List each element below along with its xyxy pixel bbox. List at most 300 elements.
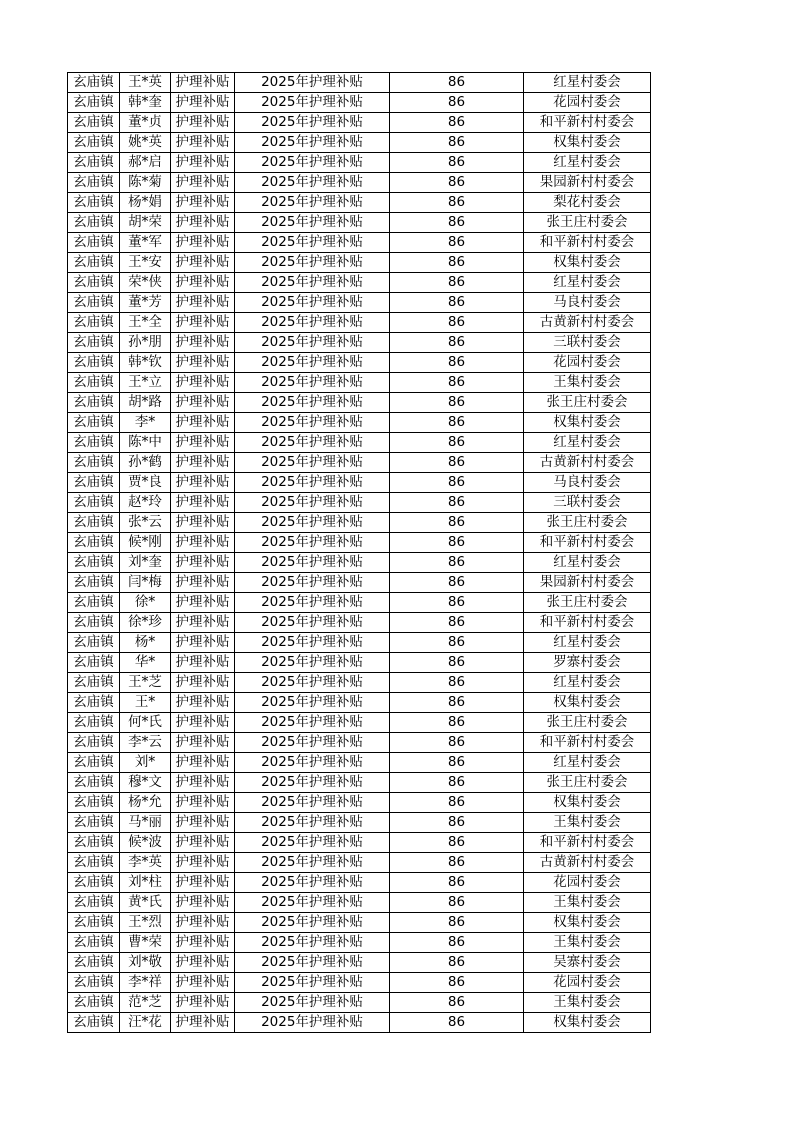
- town-cell: 玄庙镇: [68, 253, 120, 273]
- subsidy-item-cell: 2025年护理补贴: [235, 73, 390, 93]
- village-cell: 红星村委会: [524, 553, 651, 573]
- town-cell: 玄庙镇: [68, 353, 120, 373]
- subsidy-item-cell: 2025年护理补贴: [235, 393, 390, 413]
- town-cell: 玄庙镇: [68, 373, 120, 393]
- subsidy-type-cell: 护理补贴: [171, 813, 235, 833]
- table-row: [68, 633, 651, 653]
- subsidy-item-cell: 2025年护理补贴: [235, 553, 390, 573]
- table-body: [68, 73, 651, 1033]
- name-cell: 胡*荣: [120, 213, 171, 233]
- amount-cell: 86: [390, 553, 524, 573]
- amount-cell: 86: [390, 453, 524, 473]
- amount-cell: 86: [390, 533, 524, 553]
- amount-cell: 86: [390, 633, 524, 653]
- amount-cell: 86: [390, 73, 524, 93]
- village-cell: 古黄新村村委会: [524, 853, 651, 873]
- subsidy-type-cell: 护理补贴: [171, 713, 235, 733]
- village-cell: 张王庄村委会: [524, 393, 651, 413]
- subsidy-type-cell: 护理补贴: [171, 333, 235, 353]
- town-cell: 玄庙镇: [68, 793, 120, 813]
- amount-cell: 86: [390, 173, 524, 193]
- village-cell: 花园村委会: [524, 93, 651, 113]
- subsidy-type-cell: 护理补贴: [171, 193, 235, 213]
- village-cell: 张王庄村委会: [524, 513, 651, 533]
- name-cell: 华*: [120, 653, 171, 673]
- amount-cell: 86: [390, 893, 524, 913]
- village-cell: 和平新村村委会: [524, 613, 651, 633]
- subsidy-item-cell: 2025年护理补贴: [235, 473, 390, 493]
- village-cell: 和平新村村委会: [524, 113, 651, 133]
- town-cell: 玄庙镇: [68, 713, 120, 733]
- name-cell: 穆*文: [120, 773, 171, 793]
- table-row: [68, 653, 651, 673]
- table-row: [68, 273, 651, 293]
- name-cell: 范*芝: [120, 993, 171, 1013]
- village-cell: 权集村委会: [524, 693, 651, 713]
- village-cell: 权集村委会: [524, 413, 651, 433]
- subsidy-item-cell: 2025年护理补贴: [235, 953, 390, 973]
- subsidy-type-cell: 护理补贴: [171, 453, 235, 473]
- subsidy-item-cell: 2025年护理补贴: [235, 713, 390, 733]
- town-cell: 玄庙镇: [68, 773, 120, 793]
- amount-cell: 86: [390, 193, 524, 213]
- name-cell: 姚*英: [120, 133, 171, 153]
- amount-cell: 86: [390, 793, 524, 813]
- name-cell: 黄*氏: [120, 893, 171, 913]
- table-row: [68, 673, 651, 693]
- name-cell: 董*芳: [120, 293, 171, 313]
- subsidy-item-cell: 2025年护理补贴: [235, 113, 390, 133]
- subsidy-type-cell: 护理补贴: [171, 213, 235, 233]
- amount-cell: 86: [390, 593, 524, 613]
- town-cell: 玄庙镇: [68, 113, 120, 133]
- village-cell: 王集村委会: [524, 813, 651, 833]
- name-cell: 候*刚: [120, 533, 171, 553]
- village-cell: 红星村委会: [524, 153, 651, 173]
- subsidy-item-cell: 2025年护理补贴: [235, 853, 390, 873]
- subsidy-type-cell: 护理补贴: [171, 433, 235, 453]
- table-row: [68, 573, 651, 593]
- table-row: [68, 233, 651, 253]
- table-row: [68, 753, 651, 773]
- name-cell: 张*云: [120, 513, 171, 533]
- subsidy-type-cell: 护理补贴: [171, 773, 235, 793]
- subsidy-item-cell: 2025年护理补贴: [235, 433, 390, 453]
- village-cell: 三联村委会: [524, 493, 651, 513]
- name-cell: 陈*中: [120, 433, 171, 453]
- village-cell: 红星村委会: [524, 753, 651, 773]
- name-cell: 李*: [120, 413, 171, 433]
- table-row: [68, 453, 651, 473]
- table-row: [68, 333, 651, 353]
- subsidy-item-cell: 2025年护理补贴: [235, 533, 390, 553]
- village-cell: 古黄新村村委会: [524, 313, 651, 333]
- subsidy-type-cell: 护理补贴: [171, 553, 235, 573]
- amount-cell: 86: [390, 133, 524, 153]
- town-cell: 玄庙镇: [68, 73, 120, 93]
- table-row: [68, 433, 651, 453]
- name-cell: 李*英: [120, 853, 171, 873]
- subsidy-type-cell: 护理补贴: [171, 373, 235, 393]
- name-cell: 王*全: [120, 313, 171, 333]
- subsidy-type-cell: 护理补贴: [171, 693, 235, 713]
- name-cell: 王*立: [120, 373, 171, 393]
- subsidy-item-cell: 2025年护理补贴: [235, 693, 390, 713]
- subsidy-item-cell: 2025年护理补贴: [235, 613, 390, 633]
- amount-cell: 86: [390, 213, 524, 233]
- village-cell: 马良村委会: [524, 293, 651, 313]
- table-row: [68, 493, 651, 513]
- table-row: [68, 893, 651, 913]
- name-cell: 孙*朋: [120, 333, 171, 353]
- subsidy-type-cell: 护理补贴: [171, 473, 235, 493]
- town-cell: 玄庙镇: [68, 453, 120, 473]
- table-row: [68, 133, 651, 153]
- amount-cell: 86: [390, 313, 524, 333]
- table-row: [68, 293, 651, 313]
- town-cell: 玄庙镇: [68, 653, 120, 673]
- village-cell: 吴寨村委会: [524, 953, 651, 973]
- table-row: [68, 773, 651, 793]
- town-cell: 玄庙镇: [68, 633, 120, 653]
- subsidy-type-cell: 护理补贴: [171, 293, 235, 313]
- village-cell: 果园新村村委会: [524, 173, 651, 193]
- name-cell: 曹*荣: [120, 933, 171, 953]
- subsidy-type-cell: 护理补贴: [171, 273, 235, 293]
- town-cell: 玄庙镇: [68, 433, 120, 453]
- town-cell: 玄庙镇: [68, 733, 120, 753]
- town-cell: 玄庙镇: [68, 193, 120, 213]
- subsidy-type-cell: 护理补贴: [171, 253, 235, 273]
- village-cell: 红星村委会: [524, 433, 651, 453]
- name-cell: 徐*珍: [120, 613, 171, 633]
- subsidy-type-cell: 护理补贴: [171, 853, 235, 873]
- table-row: [68, 933, 651, 953]
- subsidy-type-cell: 护理补贴: [171, 873, 235, 893]
- town-cell: 玄庙镇: [68, 973, 120, 993]
- amount-cell: 86: [390, 913, 524, 933]
- subsidy-item-cell: 2025年护理补贴: [235, 933, 390, 953]
- subsidy-item-cell: 2025年护理补贴: [235, 173, 390, 193]
- town-cell: 玄庙镇: [68, 833, 120, 853]
- name-cell: 闫*梅: [120, 573, 171, 593]
- name-cell: 刘*: [120, 753, 171, 773]
- table-row: [68, 173, 651, 193]
- town-cell: 玄庙镇: [68, 753, 120, 773]
- town-cell: 玄庙镇: [68, 693, 120, 713]
- table-row: [68, 913, 651, 933]
- village-cell: 和平新村村委会: [524, 233, 651, 253]
- table-row: [68, 973, 651, 993]
- amount-cell: 86: [390, 833, 524, 853]
- town-cell: 玄庙镇: [68, 953, 120, 973]
- village-cell: 权集村委会: [524, 133, 651, 153]
- table-row: [68, 473, 651, 493]
- name-cell: 胡*路: [120, 393, 171, 413]
- amount-cell: 86: [390, 713, 524, 733]
- subsidy-item-cell: 2025年护理补贴: [235, 233, 390, 253]
- amount-cell: 86: [390, 413, 524, 433]
- village-cell: 古黄新村村委会: [524, 453, 651, 473]
- amount-cell: 86: [390, 93, 524, 113]
- subsidy-item-cell: 2025年护理补贴: [235, 833, 390, 853]
- table-row: [68, 253, 651, 273]
- subsidy-type-cell: 护理补贴: [171, 633, 235, 653]
- table-row: [68, 533, 651, 553]
- subsidy-item-cell: 2025年护理补贴: [235, 453, 390, 473]
- village-cell: 王集村委会: [524, 933, 651, 953]
- amount-cell: 86: [390, 473, 524, 493]
- village-cell: 花园村委会: [524, 353, 651, 373]
- table-row: [68, 193, 651, 213]
- subsidy-type-cell: 护理补贴: [171, 993, 235, 1013]
- village-cell: 权集村委会: [524, 793, 651, 813]
- town-cell: 玄庙镇: [68, 873, 120, 893]
- village-cell: 王集村委会: [524, 993, 651, 1013]
- subsidy-item-cell: 2025年护理补贴: [235, 673, 390, 693]
- subsidy-item-cell: 2025年护理补贴: [235, 213, 390, 233]
- village-cell: 罗寨村委会: [524, 653, 651, 673]
- village-cell: 红星村委会: [524, 73, 651, 93]
- village-cell: 张王庄村委会: [524, 773, 651, 793]
- subsidy-type-cell: 护理补贴: [171, 753, 235, 773]
- name-cell: 李*祥: [120, 973, 171, 993]
- amount-cell: 86: [390, 613, 524, 633]
- name-cell: 汪*花: [120, 1013, 171, 1033]
- village-cell: 张王庄村委会: [524, 593, 651, 613]
- name-cell: 董*贞: [120, 113, 171, 133]
- subsidy-type-cell: 护理补贴: [171, 913, 235, 933]
- amount-cell: 86: [390, 233, 524, 253]
- subsidy-type-cell: 护理补贴: [171, 733, 235, 753]
- name-cell: 王*: [120, 693, 171, 713]
- subsidy-type-cell: 护理补贴: [171, 113, 235, 133]
- name-cell: 王*烈: [120, 913, 171, 933]
- amount-cell: 86: [390, 953, 524, 973]
- village-cell: 张王庄村委会: [524, 213, 651, 233]
- subsidy-type-cell: 护理补贴: [171, 513, 235, 533]
- table-row: [68, 553, 651, 573]
- amount-cell: 86: [390, 933, 524, 953]
- subsidy-type-cell: 护理补贴: [171, 533, 235, 553]
- name-cell: 杨*允: [120, 793, 171, 813]
- town-cell: 玄庙镇: [68, 913, 120, 933]
- amount-cell: 86: [390, 293, 524, 313]
- subsidy-item-cell: 2025年护理补贴: [235, 293, 390, 313]
- town-cell: 玄庙镇: [68, 233, 120, 253]
- amount-cell: 86: [390, 813, 524, 833]
- name-cell: 王*芝: [120, 673, 171, 693]
- name-cell: 赵*玲: [120, 493, 171, 513]
- subsidy-type-cell: 护理补贴: [171, 593, 235, 613]
- table-row: [68, 1013, 651, 1033]
- village-cell: 和平新村村委会: [524, 833, 651, 853]
- subsidy-type-cell: 护理补贴: [171, 493, 235, 513]
- table-row: [68, 213, 651, 233]
- amount-cell: 86: [390, 853, 524, 873]
- table-row: [68, 153, 651, 173]
- amount-cell: 86: [390, 393, 524, 413]
- amount-cell: 86: [390, 753, 524, 773]
- amount-cell: 86: [390, 273, 524, 293]
- village-cell: 红星村委会: [524, 633, 651, 653]
- name-cell: 韩*钦: [120, 353, 171, 373]
- name-cell: 何*氏: [120, 713, 171, 733]
- subsidy-item-cell: 2025年护理补贴: [235, 333, 390, 353]
- town-cell: 玄庙镇: [68, 393, 120, 413]
- amount-cell: 86: [390, 973, 524, 993]
- village-cell: 权集村委会: [524, 253, 651, 273]
- table-row: [68, 833, 651, 853]
- town-cell: 玄庙镇: [68, 553, 120, 573]
- name-cell: 徐*: [120, 593, 171, 613]
- table-row: [68, 413, 651, 433]
- village-cell: 花园村委会: [524, 873, 651, 893]
- subsidy-type-cell: 护理补贴: [171, 73, 235, 93]
- amount-cell: 86: [390, 873, 524, 893]
- subsidy-type-cell: 护理补贴: [171, 933, 235, 953]
- name-cell: 刘*奎: [120, 553, 171, 573]
- table-row: [68, 393, 651, 413]
- town-cell: 玄庙镇: [68, 513, 120, 533]
- town-cell: 玄庙镇: [68, 853, 120, 873]
- village-cell: 果园新村村委会: [524, 573, 651, 593]
- table-row: [68, 513, 651, 533]
- amount-cell: 86: [390, 253, 524, 273]
- village-cell: 红星村委会: [524, 273, 651, 293]
- subsidy-item-cell: 2025年护理补贴: [235, 993, 390, 1013]
- village-cell: 马良村委会: [524, 473, 651, 493]
- subsidy-item-cell: 2025年护理补贴: [235, 133, 390, 153]
- town-cell: 玄庙镇: [68, 813, 120, 833]
- subsidy-type-cell: 护理补贴: [171, 613, 235, 633]
- table-row: [68, 93, 651, 113]
- table-row: [68, 993, 651, 1013]
- name-cell: 董*军: [120, 233, 171, 253]
- subsidy-item-cell: 2025年护理补贴: [235, 633, 390, 653]
- village-cell: 三联村委会: [524, 333, 651, 353]
- town-cell: 玄庙镇: [68, 413, 120, 433]
- subsidy-type-cell: 护理补贴: [171, 833, 235, 853]
- subsidy-item-cell: 2025年护理补贴: [235, 793, 390, 813]
- village-cell: 权集村委会: [524, 1013, 651, 1033]
- village-cell: 红星村委会: [524, 673, 651, 693]
- subsidy-item-cell: 2025年护理补贴: [235, 893, 390, 913]
- town-cell: 玄庙镇: [68, 533, 120, 553]
- subsidy-type-cell: 护理补贴: [171, 953, 235, 973]
- subsidy-item-cell: 2025年护理补贴: [235, 93, 390, 113]
- name-cell: 孙*鹤: [120, 453, 171, 473]
- subsidy-table: [67, 72, 651, 1033]
- subsidy-type-cell: 护理补贴: [171, 313, 235, 333]
- subsidy-item-cell: 2025年护理补贴: [235, 913, 390, 933]
- name-cell: 李*云: [120, 733, 171, 753]
- subsidy-item-cell: 2025年护理补贴: [235, 573, 390, 593]
- town-cell: 玄庙镇: [68, 613, 120, 633]
- table-row: [68, 713, 651, 733]
- amount-cell: 86: [390, 653, 524, 673]
- village-cell: 王集村委会: [524, 893, 651, 913]
- name-cell: 刘*柱: [120, 873, 171, 893]
- table-row: [68, 793, 651, 813]
- village-cell: 王集村委会: [524, 373, 651, 393]
- amount-cell: 86: [390, 373, 524, 393]
- subsidy-item-cell: 2025年护理补贴: [235, 593, 390, 613]
- subsidy-type-cell: 护理补贴: [171, 973, 235, 993]
- town-cell: 玄庙镇: [68, 573, 120, 593]
- subsidy-item-cell: 2025年护理补贴: [235, 273, 390, 293]
- amount-cell: 86: [390, 1013, 524, 1033]
- amount-cell: 86: [390, 433, 524, 453]
- subsidy-type-cell: 护理补贴: [171, 173, 235, 193]
- name-cell: 候*波: [120, 833, 171, 853]
- village-cell: 张王庄村委会: [524, 713, 651, 733]
- amount-cell: 86: [390, 353, 524, 373]
- amount-cell: 86: [390, 733, 524, 753]
- subsidy-item-cell: 2025年护理补贴: [235, 313, 390, 333]
- name-cell: 刘*敬: [120, 953, 171, 973]
- name-cell: 陈*菊: [120, 173, 171, 193]
- amount-cell: 86: [390, 493, 524, 513]
- town-cell: 玄庙镇: [68, 333, 120, 353]
- table-row: [68, 73, 651, 93]
- subsidy-type-cell: 护理补贴: [171, 133, 235, 153]
- table-row: [68, 593, 651, 613]
- subsidy-type-cell: 护理补贴: [171, 673, 235, 693]
- table-row: [68, 813, 651, 833]
- table-row: [68, 953, 651, 973]
- subsidy-item-cell: 2025年护理补贴: [235, 513, 390, 533]
- subsidy-type-cell: 护理补贴: [171, 153, 235, 173]
- name-cell: 杨*娟: [120, 193, 171, 213]
- subsidy-item-cell: 2025年护理补贴: [235, 753, 390, 773]
- town-cell: 玄庙镇: [68, 313, 120, 333]
- name-cell: 马*丽: [120, 813, 171, 833]
- table-row: [68, 693, 651, 713]
- amount-cell: 86: [390, 153, 524, 173]
- subsidy-item-cell: 2025年护理补贴: [235, 353, 390, 373]
- subsidy-item-cell: 2025年护理补贴: [235, 873, 390, 893]
- table-row: [68, 853, 651, 873]
- amount-cell: 86: [390, 113, 524, 133]
- town-cell: 玄庙镇: [68, 153, 120, 173]
- table-row: [68, 873, 651, 893]
- village-cell: 和平新村村委会: [524, 733, 651, 753]
- town-cell: 玄庙镇: [68, 893, 120, 913]
- town-cell: 玄庙镇: [68, 173, 120, 193]
- name-cell: 郝*启: [120, 153, 171, 173]
- table-row: [68, 113, 651, 133]
- name-cell: 杨*: [120, 633, 171, 653]
- town-cell: 玄庙镇: [68, 493, 120, 513]
- table-row: [68, 353, 651, 373]
- subsidy-item-cell: 2025年护理补贴: [235, 493, 390, 513]
- name-cell: 王*安: [120, 253, 171, 273]
- subsidy-type-cell: 护理补贴: [171, 393, 235, 413]
- town-cell: 玄庙镇: [68, 93, 120, 113]
- amount-cell: 86: [390, 333, 524, 353]
- subsidy-type-cell: 护理补贴: [171, 233, 235, 253]
- amount-cell: 86: [390, 673, 524, 693]
- subsidy-type-cell: 护理补贴: [171, 793, 235, 813]
- subsidy-type-cell: 护理补贴: [171, 353, 235, 373]
- amount-cell: 86: [390, 513, 524, 533]
- subsidy-item-cell: 2025年护理补贴: [235, 813, 390, 833]
- subsidy-type-cell: 护理补贴: [171, 93, 235, 113]
- subsidy-type-cell: 护理补贴: [171, 1013, 235, 1033]
- subsidy-item-cell: 2025年护理补贴: [235, 153, 390, 173]
- town-cell: 玄庙镇: [68, 593, 120, 613]
